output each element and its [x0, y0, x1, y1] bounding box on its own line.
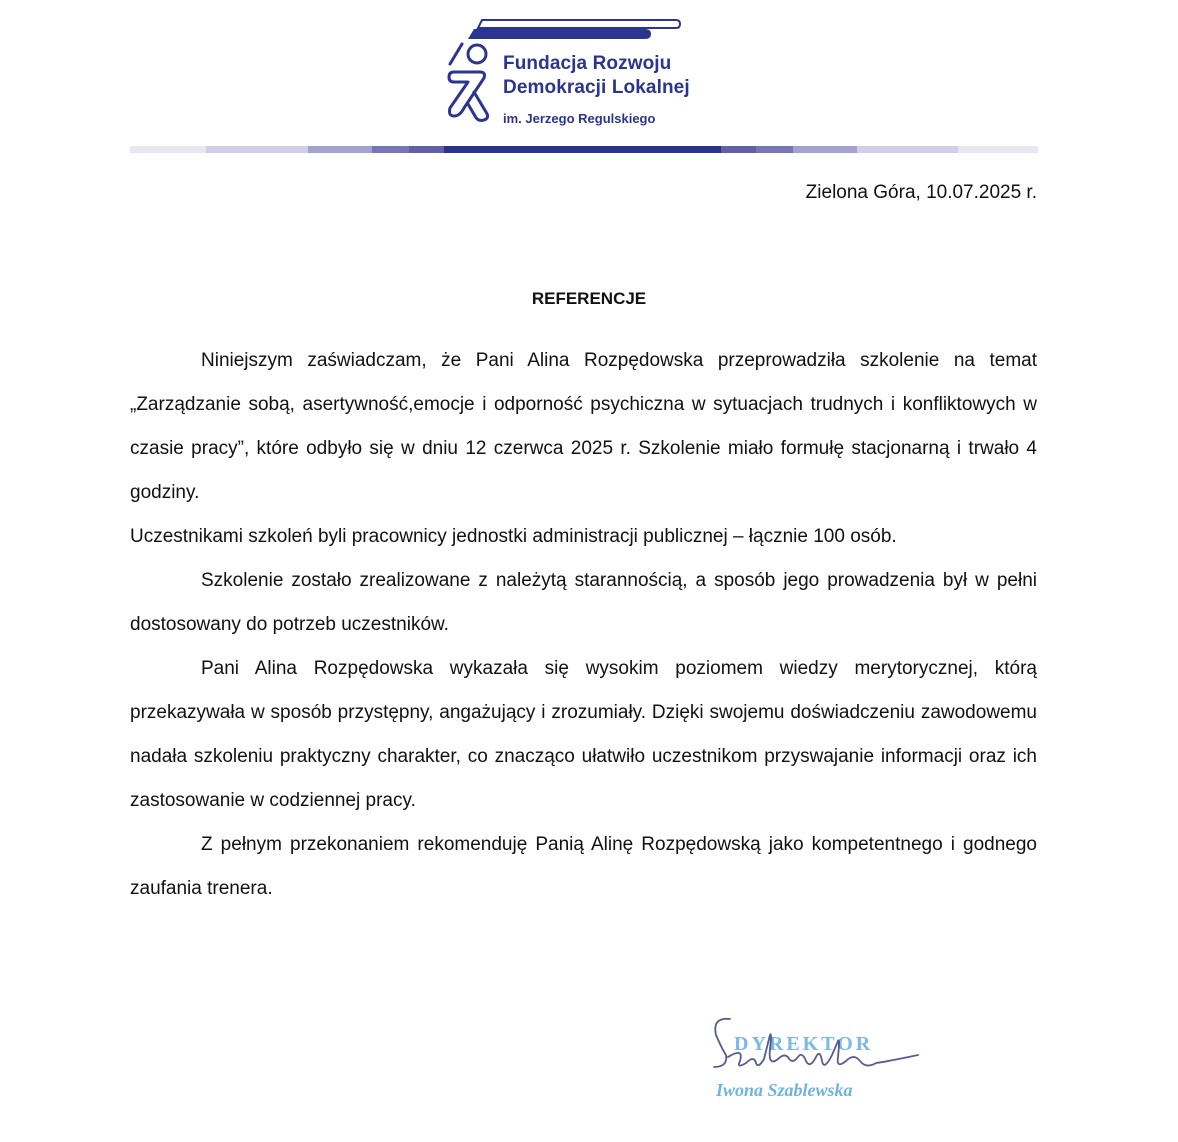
- stripe-segment: [444, 146, 721, 153]
- paragraph-3: Szkolenie zostało zrealizowane z należytą starannością, a sposób jego prowadzenia był w pełni dostosowany do potrzeb uczestników.: [130, 570, 1037, 635]
- stripe-segment: [857, 146, 958, 153]
- stripe-segment: [409, 146, 444, 153]
- document-body: [130, 339, 1037, 911]
- org-name-line2: Demokracji Lokalnej: [503, 77, 690, 98]
- handwritten-signature-icon: [700, 1005, 940, 1115]
- org-name-line1: Fundacja Rozwoju: [503, 53, 672, 74]
- stripe-segment: [756, 146, 793, 153]
- document-title: REFERENCJE: [531, 289, 647, 308]
- stripe-segment: [308, 146, 372, 153]
- stripe-segment: [130, 146, 206, 153]
- header-divider-stripe: [130, 146, 1038, 153]
- paragraph-2: Uczestnikami szkoleń byli pracownicy jednostki administracji publicznej – łącznie 100 osób.: [130, 526, 897, 547]
- place-date: Zielona Góra, 10.07.2025 r.: [805, 182, 1037, 203]
- org-subtitle: im. Jerzego Regulskiego: [503, 111, 656, 126]
- paragraph-4: Pani Alina Rozpędowska wykazała się wysokim poziomem wiedzy merytorycznej, którą przekazywała w sposób przystępny, angażujący i zrozumiały. Dzięki swojemu doświadczeniu zawodowemu nadała szkoleniu praktyczny charakter, co znacząco ułatwiło uczestnikom przyswajanie informacji oraz ich zastosowanie w codziennej pracy.: [130, 658, 1037, 811]
- stripe-segment: [958, 146, 1038, 153]
- stripe-segment: [793, 146, 857, 153]
- stripe-segment: [206, 146, 308, 153]
- stripe-segment: [721, 146, 756, 153]
- paragraph-5: Z pełnym przekonaniem rekomenduję Panią Alinę Rozpędowską jako kompetentnego i godnego zaufania trenera.: [130, 834, 1037, 899]
- stamp-name: Iwona Szablewska: [716, 1080, 853, 1100]
- foundation-logo: [440, 16, 740, 131]
- paragraph-1: Niniejszym zaświadczam, że Pani Alina Rozpędowska przeprowadziła szkolenie na temat „Zarządzanie sobą, asertywność,emocje i odporność psychiczna w sytuacjach trudnych i konfliktowych w czasie pracy”, które odbyło się w dniu 12 czerwca 2025 r. Szkolenie miało formułę stacjonarną i trwało 4 godziny.: [130, 350, 1037, 503]
- stripe-segment: [372, 146, 409, 153]
- signature-stamp: [700, 1005, 940, 1115]
- stamp-title: DYREKTOR: [734, 1033, 874, 1055]
